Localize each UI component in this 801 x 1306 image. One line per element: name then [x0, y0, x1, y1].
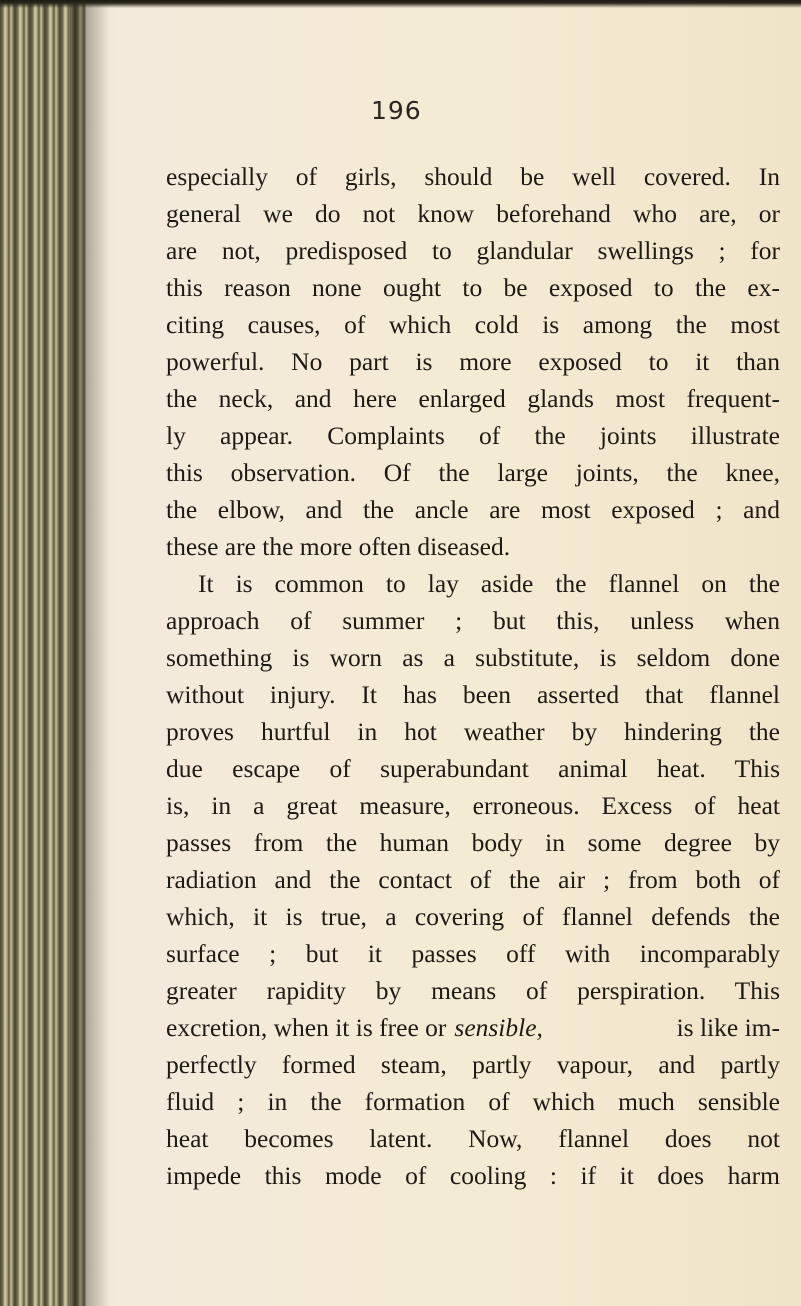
text-line: general we do not know beforehand who are, or — [166, 199, 780, 228]
text-line: this observation. Of the large joints, the knee, — [166, 458, 780, 487]
text-line: powerful. No part is more exposed to it than — [166, 347, 780, 376]
page-number: 196 — [371, 96, 422, 125]
text-line: perfectly formed steam, partly vapour, and partly — [166, 1050, 780, 1079]
text-line: passes from the human body in some degree by — [166, 828, 780, 857]
text-line: which, it is true, a covering of flannel defends the — [166, 902, 780, 931]
italic-word: sensible, — [454, 1013, 543, 1042]
text-line: especially of girls, should be well covered. In — [166, 162, 780, 191]
text-line: approach of summer ; but this, unless when — [166, 606, 780, 635]
text-segment: is like im- — [676, 1013, 780, 1042]
text-line: heat becomes latent. Now, flannel does not — [166, 1124, 780, 1153]
text-line: the elbow, and the ancle are most exposed ; and — [166, 495, 780, 524]
text-segment: excretion, when it is free or — [166, 1013, 447, 1042]
text-line: impede this mode of cooling : if it does harm — [166, 1161, 780, 1190]
text-line: surface ; but it passes off with incomparably — [166, 939, 780, 968]
text-line: fluid ; in the formation of which much sensible — [166, 1087, 780, 1116]
text-line: It is common to lay aside the flannel on the — [198, 569, 780, 598]
text-line: radiation and the contact of the air ; from both of — [166, 865, 780, 894]
text-line: without injury. It has been asserted that flannel — [166, 680, 780, 709]
text-line: something is worn as a substitute, is seldom done — [166, 643, 780, 672]
text-line: ly appear. Complaints of the joints illustrate — [166, 421, 780, 450]
text-segment-tail — [446, 1009, 780, 1046]
text-line: greater rapidity by means of perspiration. This — [166, 976, 780, 1005]
text-line: citing causes, of which cold is among the most — [166, 310, 780, 339]
text-line: due escape of superabundant animal heat. This — [166, 754, 780, 783]
text-line-mixed — [166, 1009, 780, 1046]
text-line: is, in a great measure, erroneous. Excess of heat — [166, 791, 780, 820]
text-line: are not, predisposed to glandular swellings ; for — [166, 236, 780, 265]
text-line: the neck, and here enlarged glands most frequent- — [166, 384, 780, 413]
page-top-edge — [0, 0, 801, 8]
text-line: proves hurtful in hot weather by hindering the — [166, 717, 780, 746]
text-line: these are the more often diseased. — [166, 532, 511, 561]
text-line: this reason none ought to be exposed to the ex- — [166, 273, 780, 302]
body-text — [166, 158, 796, 1194]
gutter-shadow — [70, 0, 110, 1306]
